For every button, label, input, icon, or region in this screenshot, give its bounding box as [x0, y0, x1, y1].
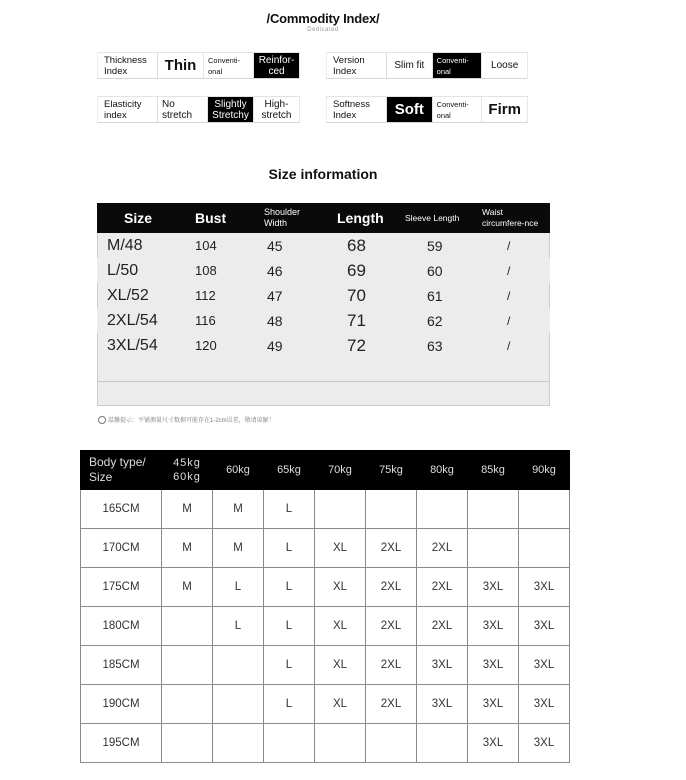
weight-col-header: 60kg — [213, 451, 264, 490]
index-label: Version Index — [327, 53, 387, 78]
size-table-cell: 61 — [427, 287, 443, 304]
size-table-header — [97, 203, 550, 233]
size-cell — [315, 490, 366, 529]
size-table-cell: 48 — [267, 312, 283, 329]
size-table-row — [97, 333, 550, 358]
index-option-selected: Conventi-onal — [433, 53, 483, 78]
size-cell: 3XL — [519, 568, 570, 607]
index-label: Softness Index — [327, 97, 387, 122]
size-table-cell: / — [507, 288, 511, 303]
size-cell — [417, 490, 468, 529]
size-col-header: Length — [337, 210, 384, 226]
body-type-row — [81, 568, 570, 607]
size-table-row — [97, 233, 550, 258]
size-cell: L — [264, 490, 315, 529]
size-cell: 3XL — [468, 607, 519, 646]
weight-col-header: 45kg 60kg — [162, 451, 213, 490]
size-table-cell: 49 — [267, 337, 283, 354]
size-table-cell: 3XL/54 — [107, 336, 158, 354]
index-option: Loose — [491, 60, 519, 71]
index-option-selected: Slightly Stretchy — [208, 97, 254, 122]
size-cell: 3XL — [468, 568, 519, 607]
index-option: Slim fit — [387, 53, 433, 78]
size-cell: L — [213, 568, 264, 607]
size-cell — [162, 607, 213, 646]
size-cell — [162, 685, 213, 724]
size-cell: L — [264, 529, 315, 568]
size-table-cell: 60 — [427, 262, 443, 279]
size-cell: M — [213, 490, 264, 529]
body-type-row — [81, 607, 570, 646]
body-type-row — [81, 529, 570, 568]
body-type-row — [81, 490, 570, 529]
size-table-cell: / — [507, 313, 511, 328]
weight-col-header: 75kg — [366, 451, 417, 490]
size-cell: L — [264, 685, 315, 724]
height-cell: 185CM — [81, 646, 162, 685]
size-col-header: Sleeve Length — [405, 213, 460, 223]
index-option: Conventi-onal — [204, 53, 254, 78]
size-table-divider — [97, 381, 550, 382]
size-cell: 3XL — [519, 607, 570, 646]
size-cell: 3XL — [519, 724, 570, 763]
info-icon — [98, 416, 106, 424]
commodity-index-title: /Commodity Index/ — [266, 11, 380, 26]
index-option: Conventi-onal — [433, 97, 483, 122]
thickness-index — [97, 52, 300, 79]
body-type-size-table — [80, 450, 570, 763]
size-table-cell: 71 — [347, 310, 366, 330]
size-table-cell: 112 — [195, 288, 216, 303]
size-cell — [366, 724, 417, 763]
size-cell: 2XL — [417, 568, 468, 607]
size-cell — [162, 724, 213, 763]
elasticity-index — [97, 96, 300, 123]
size-table-cell: 108 — [195, 263, 217, 278]
size-cell — [468, 529, 519, 568]
version-index — [326, 52, 528, 79]
index-option: Firm — [488, 101, 521, 118]
body-type-row — [81, 724, 570, 763]
size-cell: L — [264, 646, 315, 685]
size-cell: 2XL — [366, 646, 417, 685]
weight-col-header: 65kg — [264, 451, 315, 490]
size-table-cell: 68 — [347, 235, 366, 255]
size-cell — [468, 490, 519, 529]
size-table-cell: 69 — [347, 260, 366, 280]
size-cell: L — [213, 607, 264, 646]
size-table-cell: / — [507, 338, 511, 353]
size-table-row — [97, 283, 550, 308]
size-cell: 3XL — [519, 646, 570, 685]
size-cell: 3XL — [468, 646, 519, 685]
body-type-row — [81, 685, 570, 724]
size-cell: 2XL — [366, 529, 417, 568]
size-table-cell: 70 — [347, 285, 366, 305]
size-table-cell: 120 — [195, 338, 217, 353]
weight-col-header: 80kg — [417, 451, 468, 490]
size-cell: L — [264, 607, 315, 646]
size-cell — [315, 724, 366, 763]
size-cell — [213, 646, 264, 685]
size-table-row — [97, 258, 550, 283]
weight-col-header: 90kg — [519, 451, 570, 490]
height-cell: 180CM — [81, 607, 162, 646]
size-cell: 2XL — [366, 568, 417, 607]
size-cell: 2XL — [366, 607, 417, 646]
size-table-cell: 47 — [267, 287, 283, 304]
size-cell — [162, 646, 213, 685]
size-col-header: Size — [124, 210, 153, 226]
size-table-cell: L/50 — [107, 261, 139, 279]
size-table-cell: M/48 — [107, 236, 143, 254]
size-cell — [264, 724, 315, 763]
size-cell: M — [162, 490, 213, 529]
height-cell: 195CM — [81, 724, 162, 763]
size-cell — [213, 724, 264, 763]
index-label: Thickness Index — [98, 53, 158, 78]
commodity-index-subtitle: Dedicated — [307, 27, 339, 33]
size-cell: XL — [315, 646, 366, 685]
size-table-cell: / — [507, 238, 511, 253]
weight-col-header: 85kg — [468, 451, 519, 490]
index-option: No stretch — [158, 97, 208, 122]
size-table-cell: 116 — [195, 313, 216, 328]
size-cell: XL — [315, 568, 366, 607]
size-cell — [519, 529, 570, 568]
size-table-cell: 104 — [195, 238, 217, 253]
size-cell: 3XL — [417, 646, 468, 685]
height-cell: 170CM — [81, 529, 162, 568]
size-cell: 3XL — [468, 685, 519, 724]
size-col-header: Bust — [195, 210, 227, 226]
size-information-title: Size information — [268, 166, 378, 182]
size-cell — [366, 490, 417, 529]
body-type-corner-header: Body type/ Size — [81, 451, 162, 490]
size-table-cell: / — [507, 263, 511, 278]
size-cell: 2XL — [417, 529, 468, 568]
size-cell: XL — [315, 685, 366, 724]
index-option-selected: Soft — [387, 97, 433, 122]
softness-index — [326, 96, 528, 123]
size-cell — [417, 724, 468, 763]
body-type-row — [81, 646, 570, 685]
size-cell — [213, 685, 264, 724]
index-option: Thin — [158, 53, 204, 78]
size-table-cell: 72 — [347, 335, 366, 355]
size-cell: XL — [315, 529, 366, 568]
size-table-cell: 2XL/54 — [107, 311, 158, 329]
size-cell: M — [162, 529, 213, 568]
size-col-header: Waist circumfere-nce — [482, 207, 539, 228]
size-cell: 3XL — [519, 685, 570, 724]
measurement-note — [98, 415, 275, 424]
size-cell: 2XL — [366, 685, 417, 724]
measurement-note-text: 温馨提示：平铺测量尺寸数据可能存在1-2cm误差，敬请谅解！ — [108, 418, 275, 424]
size-cell: 2XL — [417, 607, 468, 646]
size-table-cell: 46 — [267, 262, 283, 279]
index-label: Elasticity index — [98, 97, 158, 122]
size-cell — [519, 490, 570, 529]
size-table-cell: 63 — [427, 337, 443, 354]
size-table-cell: 62 — [427, 312, 443, 329]
size-cell: XL — [315, 607, 366, 646]
size-cell: L — [264, 568, 315, 607]
size-table-cell: 45 — [267, 237, 283, 254]
height-cell: 175CM — [81, 568, 162, 607]
size-table-cell: XL/52 — [107, 286, 149, 304]
size-cell: M — [213, 529, 264, 568]
weight-col-header: 70kg — [315, 451, 366, 490]
size-table-row — [97, 308, 550, 333]
size-cell: 3XL — [417, 685, 468, 724]
size-col-header: Shoulder Width — [264, 207, 301, 228]
size-cell: M — [162, 568, 213, 607]
size-cell: 3XL — [468, 724, 519, 763]
size-table-cell: 59 — [427, 237, 443, 254]
index-option-selected: Reinfor-ced — [254, 53, 299, 78]
index-option: High-stretch — [261, 98, 292, 121]
height-cell: 190CM — [81, 685, 162, 724]
height-cell: 165CM — [81, 490, 162, 529]
